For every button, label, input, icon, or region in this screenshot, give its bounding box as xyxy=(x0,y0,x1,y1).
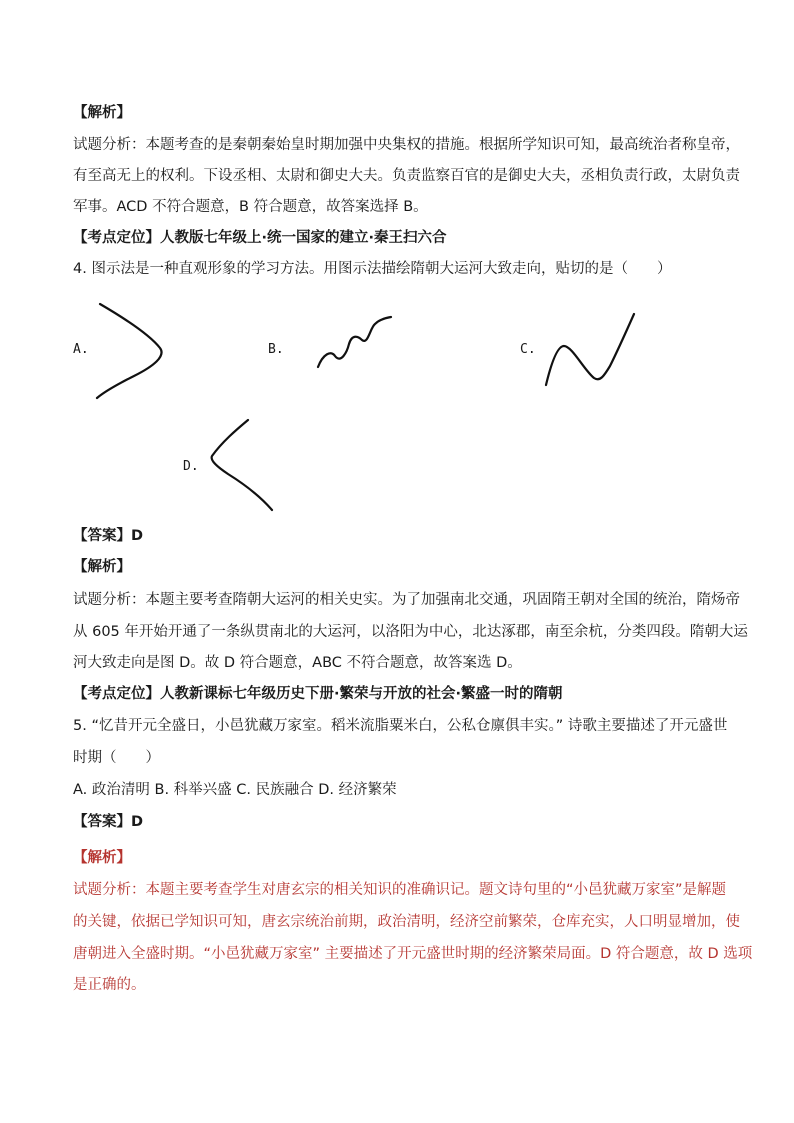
q4-option-c-label: C. xyxy=(520,342,536,357)
q4-kaodian: 【考点定位】人教新课标七年级历史下册·繁荣与开放的社会·繁盛一时的隋朝 xyxy=(73,686,563,702)
q3-analysis-heading: 【解析】 xyxy=(73,105,131,121)
q4-answer: 【答案】D xyxy=(73,528,144,544)
q5-analysis-heading: 【解析】 xyxy=(73,850,131,866)
q4-option-d-label: D. xyxy=(183,459,199,474)
q5-stem-line-1: 5. “忆昔开元全盛日，小邑犹藏万家室。稻米流脂粟米白，公私仓廪俱丰实。” 诗歌主要描述了开元盛世 xyxy=(73,718,728,734)
q4-analysis-line-1: 试题分析：本题主要考查隋朝大运河的相关史实。为了加强南北交通，巩固隋王朝对全国的统治，隋炀帝 xyxy=(73,592,740,608)
q4-analysis-line-3: 河大致走向是图 D。故 D 符合题意，ABC 不符合题意，故答案选 D。 xyxy=(73,655,522,671)
q5-stem-line-2: 时期（ ） xyxy=(73,750,160,766)
q4-option-c-figure xyxy=(542,310,638,390)
q4-option-a-label: A. xyxy=(73,342,89,357)
q3-analysis-line-1: 试题分析：本题考查的是秦朝秦始皇时期加强中央集权的措施。根据所学知识可知，最高统治者称皇帝， xyxy=(73,137,740,153)
q5-options: A. 政治清明 B. 科举兴盛 C. 民族融合 D. 经济繁荣 xyxy=(73,782,397,798)
q4-option-b-label: B. xyxy=(268,342,284,357)
q3-analysis-line-2: 有至高无上的权利。下设丞相、太尉和御史大夫。负责监察百官的是御史大夫，丞相负责行政，太尉负责 xyxy=(73,168,740,184)
q3-analysis-line-3: 军事。ACD 不符合题意，B 符合题意，故答案选择 B。 xyxy=(73,199,428,215)
q4-option-a-figure xyxy=(94,300,174,402)
q4-analysis-line-2: 从 605 年开始开通了一条纵贯南北的大运河，以洛阳为中心，北达涿郡，南至余杭，分类四段。隋朝大运 xyxy=(73,624,748,640)
q5-analysis-line-2: 的关键，依据已学知识可知，唐玄宗统治前期，政治清明，经济空前繁荣，仓库充实，人口明显增加，使 xyxy=(73,914,740,930)
q5-answer: 【答案】D xyxy=(73,814,144,830)
q4-analysis-heading: 【解析】 xyxy=(73,559,131,575)
q4-option-b-figure xyxy=(315,312,393,370)
q5-analysis-line-4: 是正确的。 xyxy=(73,977,146,993)
q4-option-d-figure xyxy=(206,416,278,514)
q5-analysis-line-1: 试题分析：本题主要考查学生对唐玄宗的相关知识的准确识记。题文诗句里的“小邑犹藏万家室”是解题 xyxy=(73,882,727,898)
q3-kaodian: 【考点定位】人教版七年级上·统一国家的建立·秦王扫六合 xyxy=(73,230,447,246)
q5-analysis-line-3: 唐朝进入全盛时期。“小邑犹藏万家室” 主要描述了开元盛世时期的经济繁荣局面。D 符合题意，故 D 选项 xyxy=(73,946,753,962)
q4-stem: 4. 图示法是一种直观形象的学习方法。用图示法描绘隋朝大运河大致走向，贴切的是（ ） xyxy=(73,261,672,277)
